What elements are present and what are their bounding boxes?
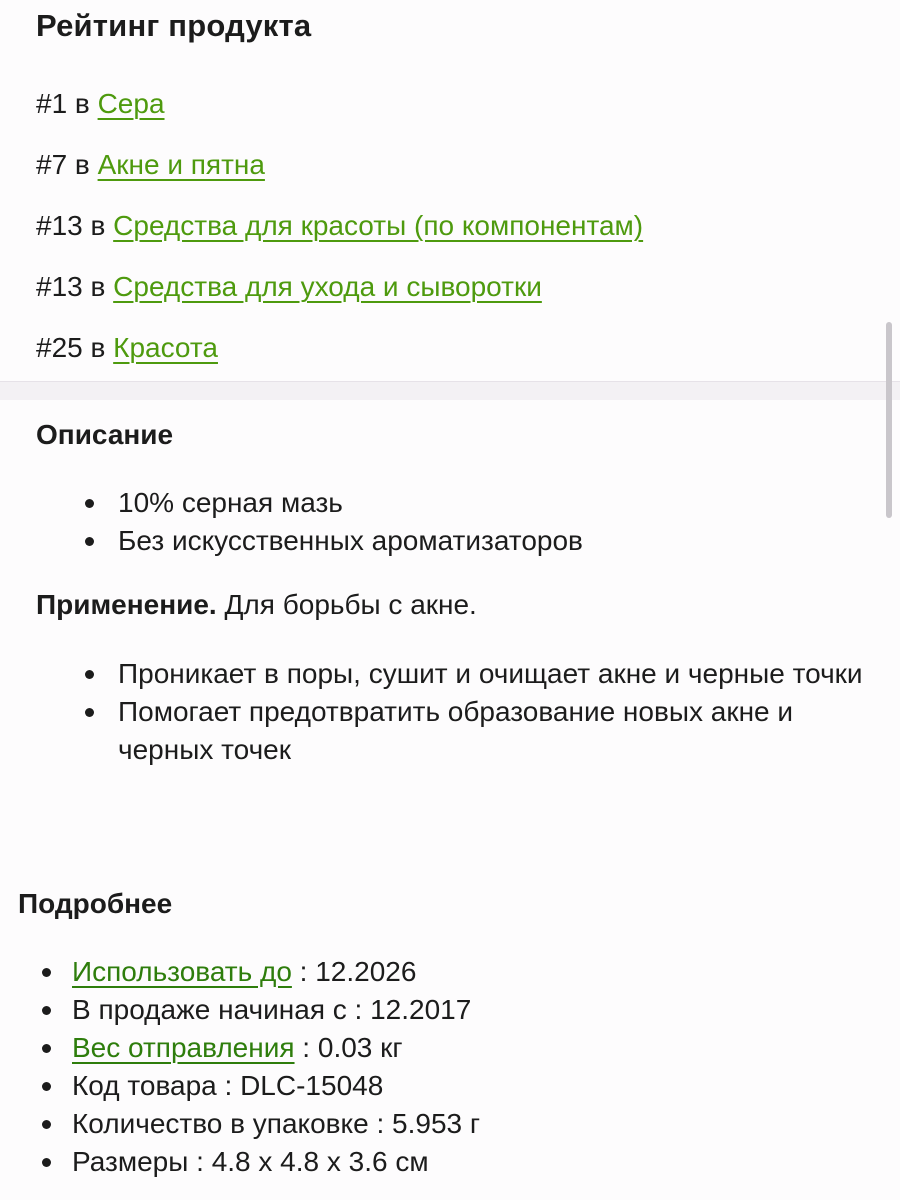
detail-value: : 12.2026 (291, 956, 417, 987)
rank-link-acne-spots[interactable]: Акне и пятна (97, 149, 265, 180)
shipping-weight-link[interactable]: Вес отправления (72, 1032, 295, 1063)
detail-value: В продаже начиная с : 12.2017 (72, 994, 472, 1025)
rank-prefix: #13 в (36, 271, 114, 302)
detail-value: : 0.03 кг (294, 1032, 403, 1063)
rank-row-1 (36, 88, 165, 120)
detail-item-dimensions (72, 1143, 872, 1181)
rank-prefix: #13 в (36, 210, 114, 241)
usage-label: Применение. (36, 589, 217, 620)
usage-list (118, 655, 888, 769)
list-item: Помогает предотвратить образование новых акне и черных точек (118, 693, 888, 769)
rank-link-beauty-by-ingredient[interactable]: Средства для красоты (по компонентам) (113, 210, 644, 241)
expiry-link[interactable]: Использовать до (72, 956, 292, 987)
details-heading: Подробнее (18, 888, 173, 919)
product-rating-section (0, 0, 900, 380)
usage-line (36, 589, 477, 621)
rating-title: Рейтинг продукта (36, 8, 312, 43)
description-list (118, 484, 878, 560)
scrollbar-thumb[interactable] (886, 322, 892, 518)
list-item: Проникает в поры, сушит и очищает акне и черные точки (118, 655, 888, 693)
detail-item-on-sale-since (72, 991, 872, 1029)
usage-text: Для борьбы с акне. (216, 589, 477, 620)
detail-item-package-quantity (72, 1105, 872, 1143)
detail-value: Код товара : DLC-15048 (72, 1070, 384, 1101)
list-item: Без искусственных ароматизаторов (118, 522, 878, 560)
rank-row-2 (36, 149, 265, 181)
rank-prefix: #7 в (36, 149, 98, 180)
rank-row-5 (36, 332, 218, 364)
detail-value: Размеры : 4.8 x 4.8 x 3.6 см (72, 1146, 429, 1177)
details-list (72, 953, 872, 1181)
rank-link-sulfur[interactable]: Сера (97, 88, 165, 119)
rank-prefix: #25 в (36, 332, 114, 363)
rank-prefix: #1 в (36, 88, 98, 119)
detail-item-expiry (72, 953, 872, 991)
detail-value: Количество в упаковке : 5.953 г (72, 1108, 481, 1139)
description-heading: Описание (36, 419, 174, 450)
list-item: 10% серная мазь (118, 484, 878, 522)
rank-row-4 (36, 271, 542, 303)
section-divider (0, 381, 900, 400)
rank-row-3 (36, 210, 643, 242)
detail-item-shipping-weight (72, 1029, 872, 1067)
rank-link-care-serums[interactable]: Средства для ухода и сыворотки (113, 271, 542, 302)
detail-item-product-code (72, 1067, 872, 1105)
rank-link-beauty[interactable]: Красота (113, 332, 218, 363)
